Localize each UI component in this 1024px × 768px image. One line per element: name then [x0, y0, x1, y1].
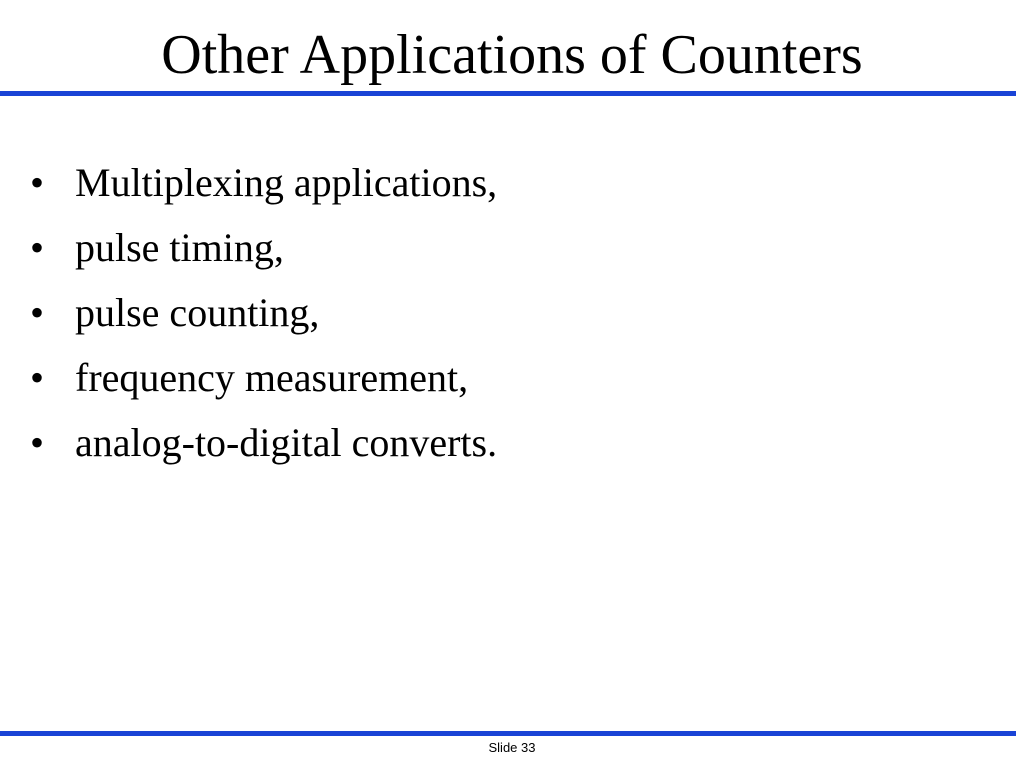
bullet-text: frequency measurement, [75, 355, 469, 400]
bullet-text: pulse timing, [75, 225, 284, 270]
slide-number: Slide 33 [488, 740, 536, 755]
bullet-list [30, 160, 497, 485]
bullet-text: analog-to-digital converts. [75, 420, 498, 465]
bullet-icon: • [30, 290, 45, 335]
bullet-item [30, 290, 497, 336]
bullet-item [30, 420, 497, 466]
bullet-icon: • [30, 160, 45, 205]
bullet-item [30, 355, 497, 401]
bullet-item [30, 160, 497, 206]
slide-title: Other Applications of Counters [161, 24, 863, 86]
bullet-icon: • [30, 355, 45, 400]
bullet-item [30, 225, 497, 271]
bullet-icon: • [30, 225, 45, 270]
bullet-text: Multiplexing applications, [75, 160, 498, 205]
title-divider [0, 91, 1016, 96]
bullet-text: pulse counting, [75, 290, 320, 335]
footer-divider [0, 731, 1016, 736]
bullet-icon: • [30, 420, 45, 465]
